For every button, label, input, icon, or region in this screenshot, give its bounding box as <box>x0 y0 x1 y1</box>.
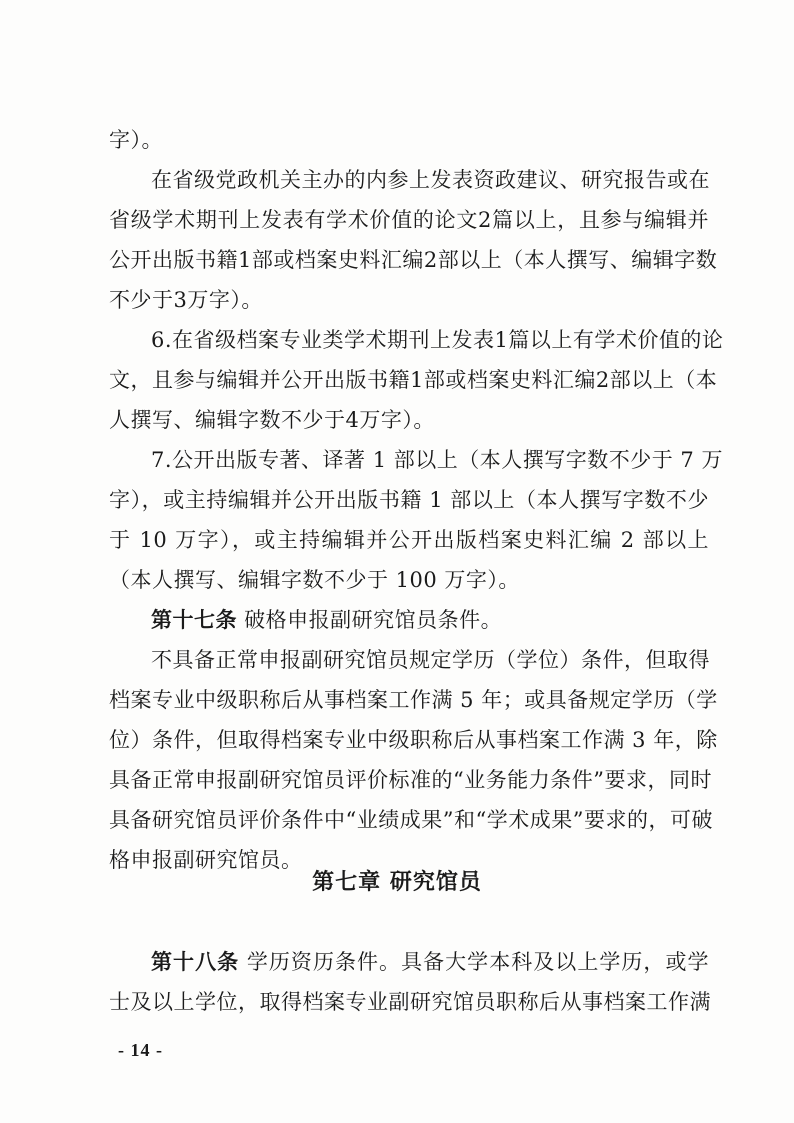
text-line: 文，且参与编辑并公开出版书籍1部或档案史料汇编2部以上（本 <box>109 368 718 392</box>
text-line: 具备研究馆员评价条件中“业绩成果”和“学术成果”要求的，可破 <box>109 808 713 832</box>
article-17-label: 第十七条 <box>151 607 237 632</box>
text-line: 于 10 万字），或主持编辑并公开出版档案史料汇编 2 部以上 <box>109 528 709 552</box>
page-number: - 14 - <box>118 1040 163 1060</box>
text-line: 字），或主持编辑并公开出版书籍 1 部以上（本人撰写字数不少 <box>109 488 709 512</box>
paragraph-line: 不具备正常申报副研究馆员规定学历（学位）条件，但取得 <box>151 648 710 672</box>
text-line: 位）条件，但取得档案专业中级职称后从事档案工作满 3 年，除 <box>109 728 718 752</box>
list-item-6: 6.在省级档案专业类学术期刊上发表1篇以上有学术价值的论 <box>151 328 724 352</box>
text-line: 省级学术期刊上发表有学术价值的论文2篇以上，且参与编辑并 <box>109 208 709 232</box>
text-line: 不少于3万字）。 <box>109 288 263 312</box>
text-line: 具备正常申报副研究馆员评价标准的“业务能力条件”要求，同时 <box>109 768 712 792</box>
paragraph-line: 在省级党政机关主办的内参上发表资政建议、研究报告或在 <box>151 168 710 192</box>
text-line: 字）。 <box>109 128 163 152</box>
list-item-7: 7.公开出版专著、译著 1 部以上（本人撰写字数不少于 7 万 <box>151 448 723 472</box>
text-line: 档案专业中级职称后从事档案工作满 5 年；或具备规定学历（学 <box>109 688 718 712</box>
text-line: 公开出版书籍1部或档案史料汇编2部以上（本人撰写、编辑字数 <box>109 248 718 272</box>
chapter-title: 第七章 研究馆员 <box>312 869 482 895</box>
article-17-text: 破格申报副研究馆员条件。 <box>237 608 503 632</box>
text-line: 士及以上学位，取得档案专业副研究馆员职称后从事档案工作满 <box>109 990 711 1014</box>
article-18-text: 学历资历条件。具备大学本科及以上学历，或学 <box>239 950 709 974</box>
article-17-heading <box>151 600 709 640</box>
text-line: 人撰写、编辑字数不少于4万字）。 <box>109 408 435 432</box>
article-18-line <box>151 942 709 982</box>
text-line: （本人撰写、编辑字数不少于 100 万字）。 <box>109 568 520 592</box>
text-line: 格申报副研究馆员。 <box>109 848 303 872</box>
article-18-label: 第十八条 <box>151 949 240 974</box>
